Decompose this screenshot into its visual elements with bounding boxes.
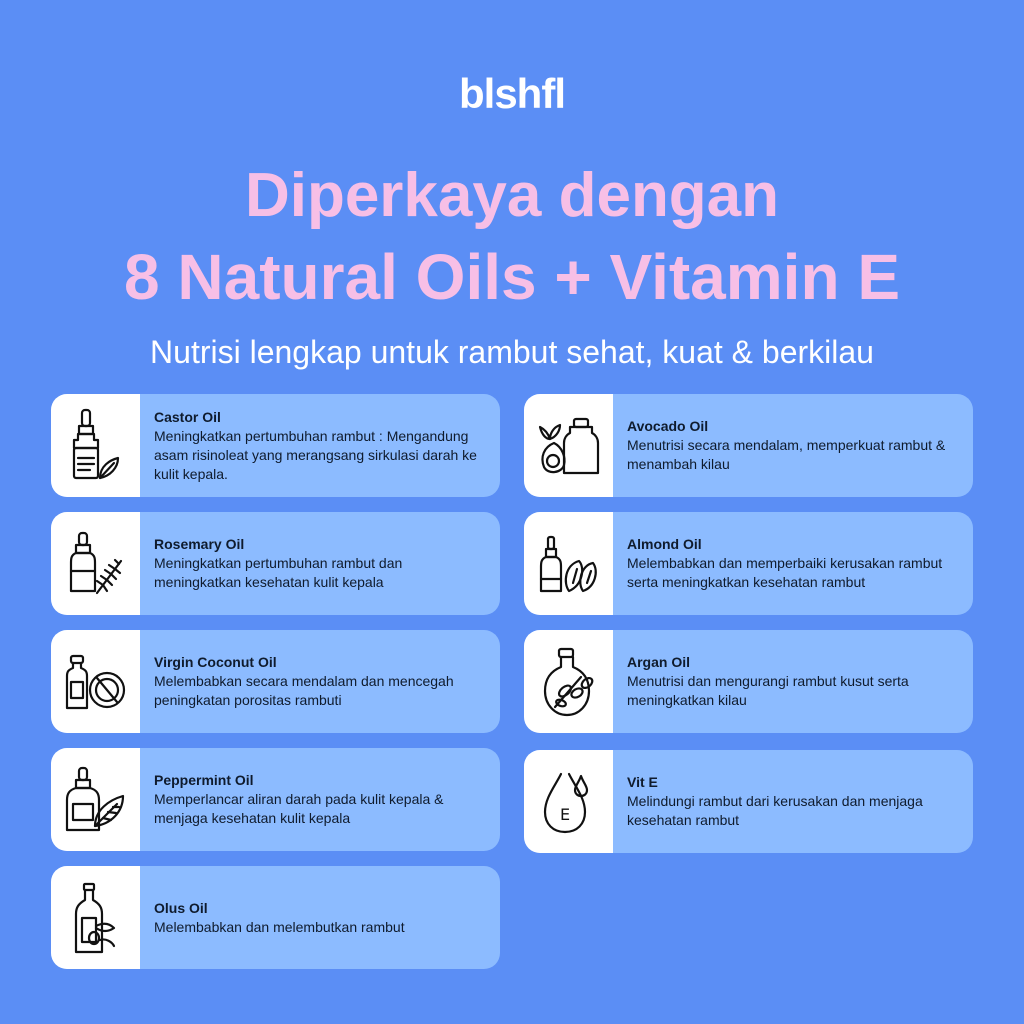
ingredient-desc: Melembabkan dan memperbaiki kerusakan rambut serta meningkatkan kesehatan rambut xyxy=(627,555,943,590)
ingredient-desc: Meningkatkan pertumbuhan rambut dan meningkatkan kesehatan kulit kepala xyxy=(154,555,403,590)
ingredient-name: Argan Oil xyxy=(627,654,691,670)
ingredient-name: Vit E xyxy=(627,774,658,790)
almond-bottle-icon xyxy=(524,512,613,615)
ingredient-desc: Melembabkan dan melembutkan rambut xyxy=(154,918,405,935)
ingredient-card-coconut xyxy=(51,630,500,733)
ingredient-desc: Menutrisi secara mendalam, memperkuat rambut & menambah kilau xyxy=(627,437,946,472)
ingredient-card-peppermint xyxy=(51,748,500,851)
ingredient-card-argan xyxy=(524,630,973,733)
ingredient-card-castor xyxy=(51,394,500,497)
ingredient-name: Rosemary Oil xyxy=(154,536,245,552)
olive-oil-bottle-icon xyxy=(51,866,140,969)
brand-logo: blshfl xyxy=(459,70,565,117)
ingredient-name: Castor Oil xyxy=(154,408,221,425)
svg-text:E: E xyxy=(559,804,570,824)
ingredient-name: Peppermint Oil xyxy=(154,772,254,788)
ingredient-desc: Memperlancar aliran darah pada kulit kepala & menjaga kesehatan kulit kepala xyxy=(154,791,444,826)
ingredient-card-rosemary xyxy=(51,512,500,615)
ingredient-desc: Meningkatkan pertumbuhan rambut : Mengandung asam risinoleat yang merangsang sirkulasi darah ke kulit kepala. xyxy=(154,427,477,482)
ingredient-name: Olus Oil xyxy=(154,899,208,916)
ingredient-desc: Melindungi rambut dari kerusakan dan menjaga kesehatan rambut xyxy=(627,793,923,828)
ingredient-card-avocado xyxy=(524,394,973,497)
ingredient-card-olus xyxy=(51,866,500,969)
peppermint-bottle-icon xyxy=(51,748,140,851)
argan-bottle-icon xyxy=(524,630,613,733)
rosemary-bottle-icon xyxy=(51,512,140,615)
avocado-jar-icon xyxy=(524,394,613,497)
ingredient-name: Almond Oil xyxy=(627,536,702,552)
ingredient-card-almond xyxy=(524,512,973,615)
vitamin-e-drop-icon xyxy=(524,750,613,853)
coconut-bottle-icon xyxy=(51,630,140,733)
dropper-bottle-icon xyxy=(51,394,140,497)
ingredient-name: Virgin Coconut Oil xyxy=(154,654,277,670)
subtitle: Nutrisi lengkap untuk rambut sehat, kuat & berkilau xyxy=(150,334,874,370)
ingredient-desc: Menutrisi dan mengurangi rambut kusut serta meningkatkan kilau xyxy=(627,673,909,708)
ingredient-card-vit-e xyxy=(524,750,973,853)
ingredient-name: Avocado Oil xyxy=(627,418,709,434)
ingredient-desc: Melembabkan secara mendalam dan mencegah peningkatan porositas rambuti xyxy=(154,673,454,708)
headline-line-2: 8 Natural Oils + Vitamin E xyxy=(124,241,900,313)
headline-line-1: Diperkaya dengan xyxy=(244,161,780,230)
